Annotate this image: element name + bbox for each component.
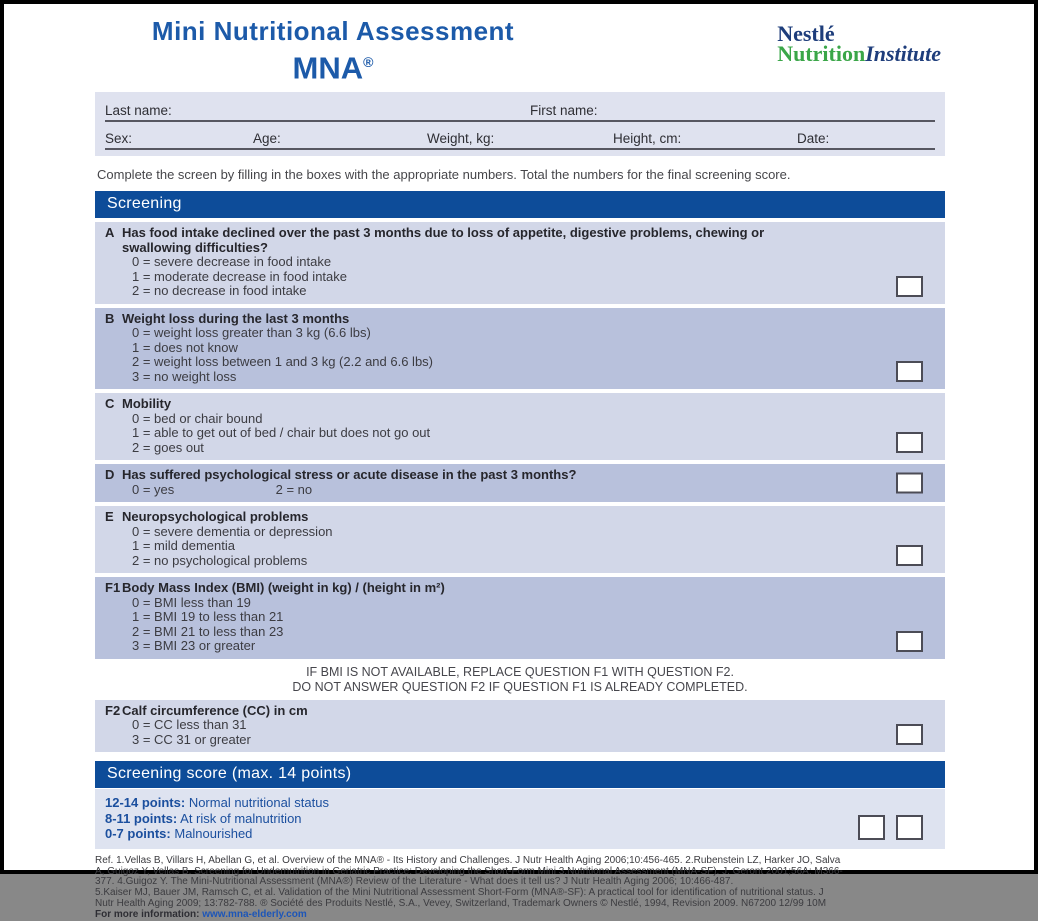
option: 2 = no decrease in food intake <box>132 283 307 299</box>
option: 0 = severe dementia or depression <box>132 523 333 539</box>
age-label: Age: <box>253 131 281 147</box>
option: 2 = goes out <box>132 439 204 455</box>
question-row-f1 <box>95 577 945 659</box>
more-information-line <box>95 910 945 921</box>
form-instruction: Complete the screen by filling in the boxes with the appropriate numbers. Total the numbers for the final screening score. <box>97 167 791 183</box>
last-name-label: Last name: <box>105 103 172 119</box>
option: 1 = mild dementia <box>132 538 235 554</box>
reference-line: A, Guigoz Y, Vellas B. Screening for Undernutrition in Geriatric Practice: Developing the Short-Form Mini 3.Nutritional Assessment (MNA-SF). J. Geront 2001;56A: M366- <box>95 865 843 877</box>
references-block <box>95 856 945 921</box>
reference-line: 377. 4.Guigoz Y. The Mini-Nutritional Assessment (MNA®) Review of the Literature - What does it tell us? J Nutr Health Aging 2006; 10:466-487. <box>95 876 734 888</box>
option: 0 = severe decrease in food intake <box>132 254 332 270</box>
option: 2 = BMI 21 to less than 23 <box>132 623 284 639</box>
question-row-b <box>95 308 945 390</box>
logo-nutrition: Nutrition <box>777 41 866 66</box>
option: 0 = weight loss greater than 3 kg (6.6 lbs) <box>132 325 371 341</box>
more-info-label: For more information: <box>95 908 200 920</box>
reference-line: Nutr Health Aging 2009; 13:782-788. ® Société des Produits Nestlé, S.A., Vevey, Switzerland, Trademark Owners © Nestlé, 1994, Revision 2009. N67200 12/99 10M <box>95 898 827 910</box>
name-fields-line[interactable] <box>105 94 935 122</box>
score-label: Malnourished <box>174 826 253 842</box>
demographics-fields-line[interactable] <box>105 122 935 150</box>
score-range: 0-7 points: <box>105 826 171 842</box>
screening-score-header: Screening score (max. 14 points) <box>95 761 945 788</box>
option: 3 = CC 31 or greater <box>132 731 251 747</box>
form-header <box>95 12 945 86</box>
option: 3 = no weight loss <box>132 368 237 384</box>
question-text: Body Mass Index (BMI) (weight in kg) / (height in m²) <box>122 580 445 596</box>
question-row-f2 <box>95 700 945 753</box>
question-id: A <box>105 225 115 241</box>
question-row-a <box>95 222 945 304</box>
answer-box-f2[interactable] <box>896 724 923 745</box>
score-box-1[interactable] <box>858 815 885 840</box>
logo-institute: Institute <box>865 41 941 66</box>
question-id: F1 <box>105 580 121 596</box>
option: 1 = able to get out of bed / chair but does not go out <box>132 425 431 441</box>
option: 3 = BMI 23 or greater <box>132 638 256 654</box>
bmi-note-line-1: IF BMI IS NOT AVAILABLE, REPLACE QUESTION F1 WITH QUESTION F2. <box>306 664 734 679</box>
acronym-text: MNA <box>292 50 364 86</box>
option: 1 = does not know <box>132 339 238 355</box>
bmi-replacement-note <box>95 665 945 695</box>
option: 2 = weight loss between 1 and 3 kg (2.2 and 6.6 lbs) <box>132 354 433 370</box>
score-range: 12-14 points: <box>105 795 186 811</box>
question-text: Weight loss during the last 3 months <box>122 310 350 326</box>
score-label: Normal nutritional status <box>188 795 329 811</box>
option: 0 = BMI less than 19 <box>132 594 251 610</box>
question-row-c <box>95 393 945 460</box>
option: 0 = CC less than 31 <box>132 717 247 733</box>
score-row-malnourished <box>105 826 935 842</box>
question-id: F2 <box>105 702 121 718</box>
option: 0 = bed or chair bound <box>132 410 263 426</box>
question-row-e <box>95 506 945 573</box>
answer-box-e[interactable] <box>896 545 923 566</box>
question-id: E <box>105 509 114 525</box>
answer-box-b[interactable] <box>896 361 923 382</box>
mna-elderly-link[interactable]: www.mna-elderly.com <box>202 908 307 920</box>
score-box-2[interactable] <box>896 815 923 840</box>
question-text: Calf circumference (CC) in cm <box>122 702 308 718</box>
registered-mark: ® <box>363 54 374 70</box>
date-label: Date: <box>797 131 830 147</box>
option: 2 = no psychological problems <box>132 552 308 568</box>
question-text: Mobility <box>122 396 172 412</box>
question-id: C <box>105 396 115 412</box>
option: 1 = moderate decrease in food intake <box>132 268 348 284</box>
logo-nestle: Nestlé <box>777 21 835 46</box>
question-text: Has food intake declined over the past 3 months due to loss of appetite, digestive problems, chewing or swallowing difficulties? <box>122 225 765 255</box>
form-title: Mini Nutritional Assessment <box>151 16 515 46</box>
option: 0 = yes <box>132 481 175 497</box>
reference-line: 5.Kaiser MJ, Bauer JM, Ramsch C, et al. Validation of the Mini Nutritional Assessment Short-Form (MNA®-SF): A practical tool for identification of nutritional status. J <box>95 887 824 899</box>
nestle-nutrition-institute-logo <box>777 12 945 64</box>
question-id: B <box>105 310 115 326</box>
question-text: Neuropsychological problems <box>122 509 309 525</box>
score-row-at-risk <box>105 811 935 827</box>
first-name-label: First name: <box>530 103 598 119</box>
score-label: At risk of malnutrition <box>180 810 302 826</box>
option: 2 = no <box>275 481 313 497</box>
height-label: Height, cm: <box>613 131 682 147</box>
sex-label: Sex: <box>105 131 133 147</box>
question-id: D <box>105 467 115 483</box>
form-title-block <box>95 12 571 86</box>
score-row-normal <box>105 795 935 811</box>
question-row-d <box>95 464 945 502</box>
score-range: 8-11 points: <box>105 810 178 826</box>
weight-label: Weight, kg: <box>427 131 495 147</box>
form-acronym <box>95 47 571 86</box>
reference-line: Ref. 1.Vellas B, Villars H, Abellan G, et al. Overview of the MNA® - Its History and Challenges. J Nutr Health Aging 2006;10:456-465. 2.Rubenstein LZ, Harker JO, Salva <box>95 854 841 866</box>
screening-score-legend <box>95 789 945 849</box>
answer-box-c[interactable] <box>896 432 923 453</box>
screening-section-header: Screening <box>95 191 945 218</box>
patient-info-box <box>95 92 945 156</box>
answer-box-d[interactable] <box>896 473 923 494</box>
answer-box-f1[interactable] <box>896 631 923 652</box>
answer-box-a[interactable] <box>896 276 923 297</box>
question-text: Has suffered psychological stress or acute disease in the past 3 months? <box>122 467 577 483</box>
bmi-note-line-2: DO NOT ANSWER QUESTION F2 IF QUESTION F1 IS ALREADY COMPLETED. <box>292 679 748 694</box>
option: 1 = BMI 19 to less than 21 <box>132 609 284 625</box>
